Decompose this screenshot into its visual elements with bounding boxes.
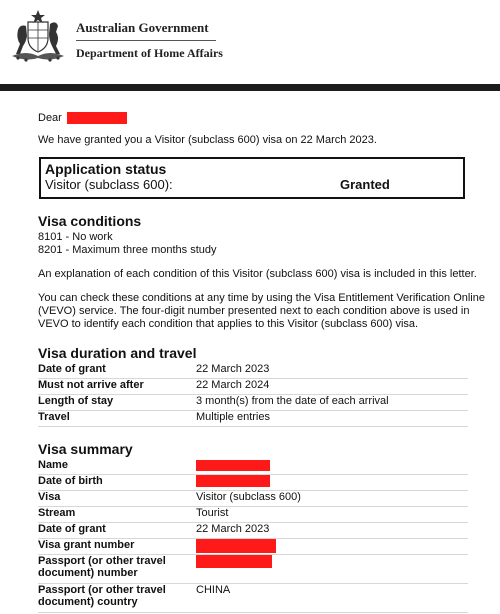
field-label: Must not arrive after xyxy=(38,379,196,395)
field-label: Stream xyxy=(38,507,196,523)
table-row xyxy=(38,411,468,427)
table-row xyxy=(38,584,468,613)
conditions-explanation: An explanation of each condition of this Visitor (subclass 600) visa is included in this letter. xyxy=(38,268,477,281)
conditions-heading: Visa conditions xyxy=(38,213,142,230)
table-row xyxy=(38,379,468,395)
status-badge: Granted xyxy=(340,177,390,193)
field-label: Passport (or other travel document) country xyxy=(38,584,196,613)
field-value xyxy=(196,555,468,584)
status-row xyxy=(45,177,459,194)
field-label: Visa xyxy=(38,491,196,507)
status-title: Application status xyxy=(45,161,167,178)
department-name: Department of Home Affairs xyxy=(76,46,223,60)
table-row xyxy=(38,539,468,555)
letter-body xyxy=(38,112,488,613)
field-value: Tourist xyxy=(196,507,468,523)
table-row xyxy=(38,363,468,379)
summary-table xyxy=(38,459,468,613)
summary-heading: Visa summary xyxy=(38,441,133,458)
redacted-grant-number xyxy=(196,539,276,553)
field-value xyxy=(196,539,468,555)
redacted-date-of-birth xyxy=(196,475,270,487)
field-value: 22 March 2024 xyxy=(196,379,468,395)
field-value: 3 month(s) from the date of each arrival xyxy=(196,395,468,411)
field-value: CHINA xyxy=(196,584,468,613)
salutation-label: Dear xyxy=(38,112,62,124)
redacted-name xyxy=(196,460,270,471)
field-value: 22 March 2023 xyxy=(196,363,468,379)
government-name: Australian Government xyxy=(76,20,209,35)
field-value: Multiple entries xyxy=(196,411,468,427)
field-value xyxy=(196,475,468,491)
table-row xyxy=(38,475,468,491)
field-label: Passport (or other travel document) number xyxy=(38,555,196,584)
field-label: Date of grant xyxy=(38,363,196,379)
condition-item: 8201 - Maximum three months study xyxy=(38,244,217,257)
table-row xyxy=(38,507,468,523)
table-row xyxy=(38,395,468,411)
table-row xyxy=(38,459,468,475)
table-row xyxy=(38,523,468,539)
grant-intro: We have granted you a Visitor (subclass 600) visa on 22 March 2023. xyxy=(38,134,377,147)
header-rule xyxy=(0,84,500,91)
field-value: Visitor (subclass 600) xyxy=(196,491,468,507)
field-label: Visa grant number xyxy=(38,539,196,555)
duration-heading: Visa duration and travel xyxy=(38,345,197,362)
duration-table xyxy=(38,363,468,427)
field-label: Date of grant xyxy=(38,523,196,539)
condition-item: 8101 - No work xyxy=(38,231,113,244)
field-label: Length of stay xyxy=(38,395,196,411)
table-row xyxy=(38,555,468,584)
field-label: Name xyxy=(38,459,196,475)
government-wordmark xyxy=(76,20,223,61)
letterhead xyxy=(0,0,500,80)
header-divider xyxy=(76,40,216,41)
field-label: Date of birth xyxy=(38,475,196,491)
status-label: Visitor (subclass 600): xyxy=(45,177,173,193)
redacted-recipient-name xyxy=(67,112,127,124)
application-status-box xyxy=(39,157,465,199)
coat-of-arms-icon xyxy=(6,8,70,64)
redacted-passport-number xyxy=(196,555,272,568)
table-row xyxy=(38,491,468,507)
field-value xyxy=(196,459,468,475)
field-value: 22 March 2023 xyxy=(196,523,468,539)
field-label: Travel xyxy=(38,411,196,427)
vevo-paragraph: You can check these conditions at any time by using the Visa Entitlement Verification Online (VEVO) service. The four-digit number presented next to each condition above is used in VEVO to identify each condition that applies to this Visitor (subclass 600) visa. xyxy=(38,292,485,331)
salutation xyxy=(38,112,488,124)
